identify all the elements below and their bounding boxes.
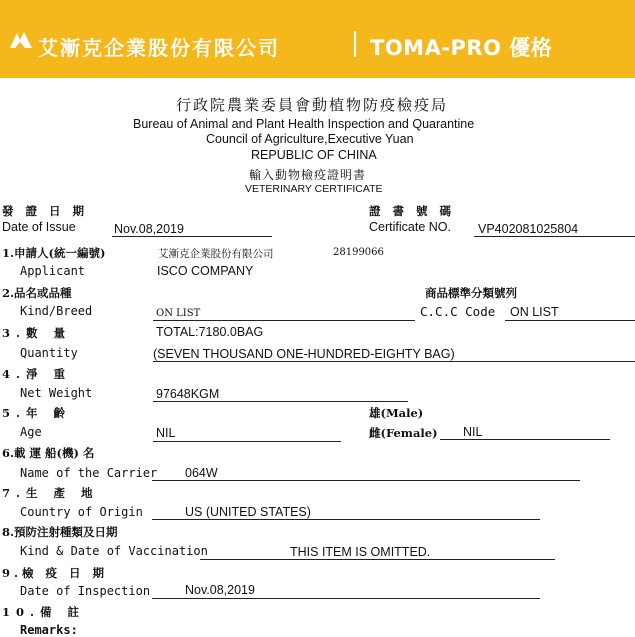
carrier-underline (152, 480, 580, 481)
ccc-label-en: C.C.C Code (420, 304, 496, 319)
company-name: 艾漸克企業股份有限公司 (38, 36, 280, 60)
cert-no-value: VP402081025804 (478, 222, 579, 236)
ccc-label-zh: 商品標準分類號列 (425, 286, 517, 300)
carrier-value: 064W (185, 466, 218, 480)
quantity-underline (153, 361, 635, 362)
ccc-value: ON LIST (510, 305, 559, 319)
cert-no-underline (474, 236, 635, 237)
inspection-underline (152, 598, 540, 599)
cert-no-label-en: Certificate NO. (369, 220, 451, 234)
inspection-label-zh: 9.檢 疫 日 期 (2, 566, 109, 580)
female-label: 雌(Female) (369, 426, 438, 440)
cert-no-label-zh: 證 書 號 碼 (369, 204, 456, 218)
origin-value: US (UNITED STATES) (185, 505, 311, 519)
agency-title-en: Bureau of Animal and Plant Health Inspection and Quarantine (133, 117, 475, 131)
agency-title-zh: 行政院農業委員會動植物防疫檢疫局 (176, 96, 449, 114)
brand-name: TOMA-PRO 優格 (370, 36, 553, 60)
council-name: Council of Agriculture,Executive Yuan (206, 132, 414, 146)
remarks-label-en: Remarks: (20, 623, 78, 637)
quantity-label-en: Quantity (20, 346, 78, 360)
age-value: NIL (156, 426, 176, 440)
origin-underline (152, 519, 540, 520)
quantity-value-words: (SEVEN THOUSAND ONE-HUNDRED-EIGHTY BAG) (153, 347, 455, 361)
vaccination-label-en: Kind & Date of Vaccination (20, 544, 208, 558)
vaccination-value: THIS ITEM IS OMITTED. (290, 545, 431, 559)
sex-underline (440, 439, 610, 440)
issue-date-label-en: Date of Issue (2, 220, 76, 234)
brand-banner (0, 0, 635, 78)
issue-date-label-zh: 發 證 日 期 (2, 204, 89, 218)
issue-date-underline (112, 236, 272, 237)
inspection-value: Nov.08,2019 (185, 583, 255, 597)
male-label: 雄(Male) (369, 406, 424, 420)
issue-date-value: Nov.08,2019 (114, 222, 184, 236)
age-label-zh: 5.年 齡 (2, 406, 72, 420)
vaccination-label-zh: 8.預防注射種類及日期 (2, 525, 118, 539)
kind-underline (153, 320, 415, 321)
age-underline (153, 441, 341, 442)
certificate-title-en: VETERINARY CERTIFICATE (245, 183, 383, 195)
net-weight-value: 97648KGM (156, 387, 220, 401)
quantity-value: TOTAL:7180.0BAG (156, 325, 264, 339)
kind-value: ON LIST (156, 308, 201, 319)
vaccination-underline (200, 559, 555, 560)
net-weight-label-en: Net Weight (20, 386, 93, 400)
banner-divider (354, 31, 356, 57)
carrier-label-zh: 6.載 運 船(機) 名 (2, 446, 95, 460)
applicant-label-en: Applicant (20, 264, 86, 278)
age-label-en: Age (20, 425, 42, 439)
kind-label-zh: 2.品名或品種 (2, 286, 72, 300)
inspection-label-en: Date of Inspection (20, 584, 151, 598)
net-weight-underline (153, 401, 408, 402)
origin-label-zh: 7.生 產 地 (2, 486, 99, 500)
applicant-value-en: ISCO COMPANY (157, 264, 254, 278)
remarks-label-zh: 10.備 註 (2, 605, 86, 619)
ccc-underline (505, 320, 635, 321)
applicant-value-zh: 艾漸克企業股份有限公司 (158, 248, 274, 260)
quantity-label-zh: 3.數 量 (2, 326, 72, 340)
carrier-label-en: Name of the Carrier (20, 466, 158, 480)
applicant-label-zh: 1.申請人(統一編號) (2, 246, 106, 260)
bird-logo-icon (8, 30, 34, 52)
net-weight-label-zh: 4.淨 重 (2, 367, 72, 381)
certificate-title-zh: 輸入動物檢疫證明書 (249, 168, 367, 182)
sex-value: NIL (463, 425, 483, 439)
applicant-tax-id: 28199066 (333, 247, 384, 258)
kind-label-en: Kind/Breed (20, 304, 93, 318)
origin-label-en: Country of Origin (20, 505, 143, 519)
country-name: REPUBLIC OF CHINA (251, 148, 377, 162)
